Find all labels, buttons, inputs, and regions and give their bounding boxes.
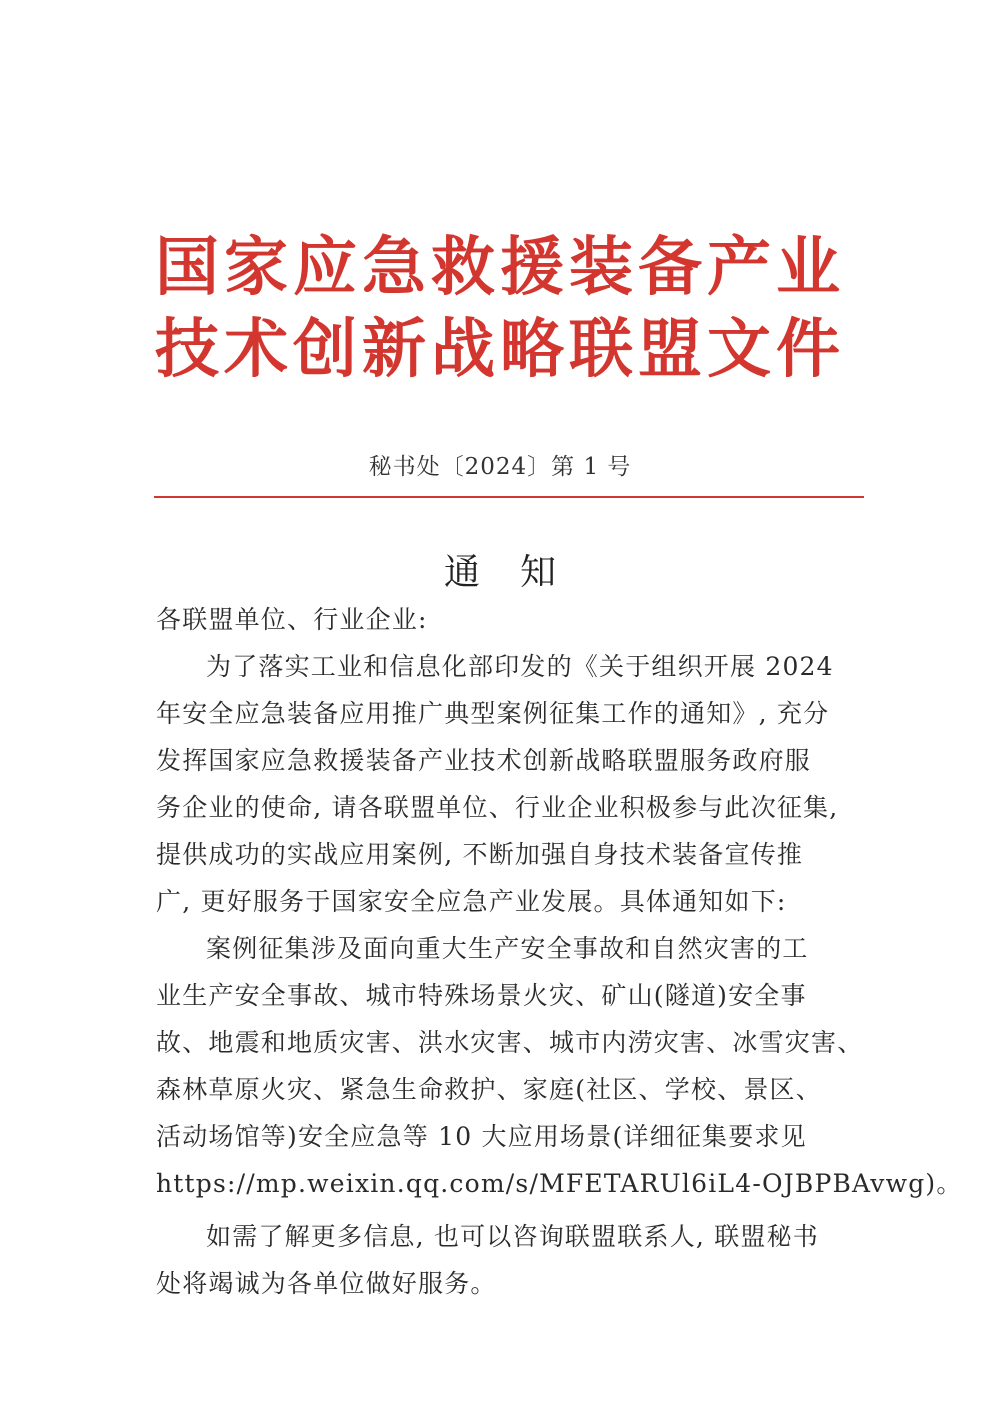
paragraph-3-line-2: 处将竭诚为各单位做好服务。 — [156, 1269, 497, 1298]
paragraph-1-line-6: 广, 更好服务于国家安全应急产业发展。具体通知如下: — [156, 887, 787, 916]
paragraph-1-line-1: 为了落实工业和信息化部印发的《关于组织开展 2024 — [206, 652, 834, 681]
paragraph-3-line-1: 如需了解更多信息, 也可以咨询联盟联系人, 联盟秘书 — [206, 1222, 819, 1251]
paragraph-2-url-line: https://mp.weixin.qq.com/s/MFETARUl6iL4-OJBPBAvwg)。 — [156, 1169, 963, 1198]
paragraph-2-line-3: 故、地震和地质灾害、洪水灾害、城市内涝灾害、冰雪灾害、 — [156, 1028, 864, 1057]
paragraph-1-line-3: 发挥国家应急救援装备产业技术创新战略联盟服务政府服 — [156, 746, 812, 775]
notice-title: 通知 — [443, 552, 596, 593]
notice-body — [156, 596, 963, 1307]
paragraph-2-line-4: 森林草原火灾、紧急生命救护、家庭(社区、学校、景区、 — [156, 1075, 822, 1104]
paragraph-2-line-2: 业生产安全事故、城市特殊场景火灾、矿山(隧道)安全事 — [156, 981, 807, 1010]
document-number: 秘书处〔2024〕第 1 号 — [368, 454, 632, 480]
masthead-title-line1: 国家应急救援装备产业 — [155, 231, 845, 305]
paragraph-2-line-5: 活动场馆等)安全应急等 10 大应用场景(详细征集要求见 — [156, 1122, 807, 1151]
salutation: 各联盟单位、行业企业: — [156, 605, 428, 634]
paragraph-1-line-5: 提供成功的实战应用案例, 不断加强自身技术装备宣传推 — [156, 840, 804, 869]
paragraph-2-line-1: 案例征集涉及面向重大生产安全事故和自然灾害的工 — [206, 934, 809, 963]
paragraph-1-line-4: 务企业的使命, 请各联盟单位、行业企业积极参与此次征集, — [156, 793, 839, 822]
paragraph-1-line-2: 年安全应急装备应用推广典型案例征集工作的通知》, 充分 — [156, 699, 830, 728]
red-divider-line — [154, 496, 864, 498]
masthead-title-line2: 技术创新战略联盟文件 — [155, 313, 845, 387]
